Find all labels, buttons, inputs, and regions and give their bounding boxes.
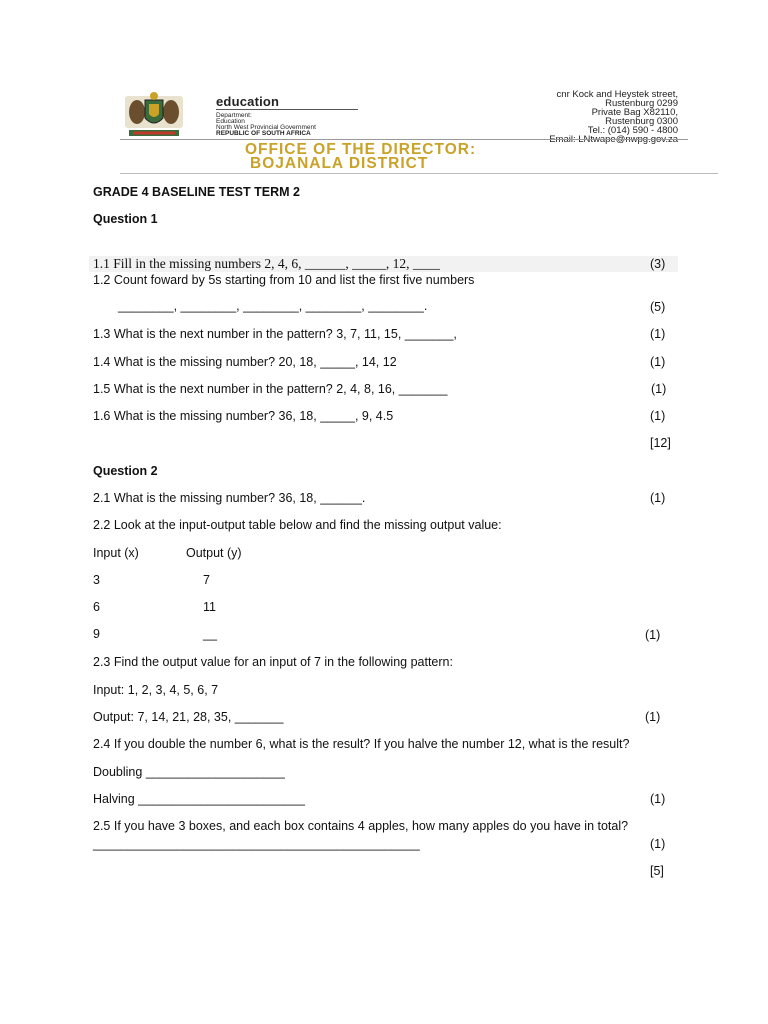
question-2-4: 2.4 If you double the number 6, what is the result? If you halve the number 12, what is the result? — [93, 737, 630, 751]
test-title: GRADE 4 BASELINE TEST TERM 2 — [93, 185, 300, 199]
question-1-4: 1.4 What is the missing number? 20, 18, _____, 14, 12 — [93, 355, 397, 369]
coat-of-arms-icon — [123, 90, 185, 140]
question-2-5: 2.5 If you have 3 boxes, and each box contains 4 apples, how many apples do you have in total? — [93, 819, 629, 833]
office-title: OFFICE OF THE DIRECTOR: — [245, 141, 477, 158]
department-line: Education — [216, 118, 245, 125]
question2-heading: Question 2 — [93, 464, 158, 478]
department-line: Department: — [216, 112, 252, 119]
marks-1-5: (1) — [651, 382, 667, 396]
marks-2-3: (1) — [645, 710, 661, 724]
marks-1-6: (1) — [650, 409, 666, 423]
question1-heading: Question 1 — [93, 212, 158, 226]
answer-blanks-1-2: ________, ________, ________, ________, ________. — [118, 299, 428, 313]
marks-2-4: (1) — [650, 792, 666, 806]
divider — [120, 173, 718, 174]
marks-2-2: (1) — [645, 628, 661, 642]
halving-answer: Halving ________________________ — [93, 792, 306, 806]
address-line: cnr Kock and Heystek street, — [556, 89, 678, 100]
table-header-input: Input (x) — [93, 546, 139, 560]
table-cell-input: 3 — [93, 573, 100, 587]
answer-line-2-5: _______________________________________________ — [93, 837, 420, 851]
table-header-output: Output (y) — [186, 546, 242, 560]
table-cell-output: __ — [203, 627, 217, 641]
question-1-5: 1.5 What is the next number in the pattern? 2, 4, 8, 16, _______ — [93, 382, 448, 396]
question-1-6: 1.6 What is the missing number? 36, 18, _____, 9, 4.5 — [93, 409, 394, 423]
address-block — [549, 90, 678, 144]
doubling-answer: Doubling ____________________ — [93, 765, 285, 779]
marks-1-4: (1) — [650, 355, 666, 369]
table-cell-output: 11 — [203, 600, 216, 614]
marks-1-1: (3) — [650, 257, 666, 271]
letterhead — [120, 86, 718, 174]
divider — [120, 139, 688, 140]
question-2-2: 2.2 Look at the input-output table below and find the missing output value: — [93, 518, 502, 532]
question-2-3: 2.3 Find the output value for an input of 7 in the following pattern: — [93, 655, 453, 669]
address-line: Tel.: (014) 590 - 4800 — [587, 125, 678, 136]
question-1-1: 1.1 Fill in the missing numbers 2, 4, 6, ______, _____, 12, ____ — [93, 256, 440, 271]
department-line: REPUBLIC OF SOUTH AFRICA — [216, 130, 311, 137]
department-wordmark: education — [216, 94, 280, 109]
address-line: Rustenburg 0299 — [605, 98, 678, 109]
marks-2-5: (1) — [650, 837, 666, 851]
address-line: Private Bag X82110, — [591, 107, 678, 118]
question2-total: [5] — [650, 864, 664, 878]
divider — [216, 109, 358, 110]
marks-1-3: (1) — [650, 327, 666, 341]
question-2-1: 2.1 What is the missing number? 36, 18, ______. — [93, 491, 366, 505]
marks-2-1: (1) — [650, 491, 666, 505]
department-line: North West Provincial Government — [216, 124, 316, 131]
question-1-3: 1.3 What is the next number in the pattern? 3, 7, 11, 15, _______, — [93, 327, 457, 341]
pattern-output-line: Output: 7, 14, 21, 28, 35, _______ — [93, 710, 284, 724]
district-title: BOJANALA DISTRICT — [250, 155, 429, 172]
table-cell-input: 9 — [93, 627, 100, 641]
table-cell-input: 6 — [93, 600, 100, 614]
question-1-2: 1.2 Count foward by 5s starting from 10 and list the first five numbers — [93, 273, 475, 287]
question1-total: [12] — [650, 436, 671, 450]
pattern-input-line: Input: 1, 2, 3, 4, 5, 6, 7 — [93, 683, 219, 697]
address-line: Rustenburg 0300 — [605, 116, 678, 127]
marks-1-2: (5) — [650, 300, 666, 314]
table-cell-output: 7 — [203, 573, 210, 587]
